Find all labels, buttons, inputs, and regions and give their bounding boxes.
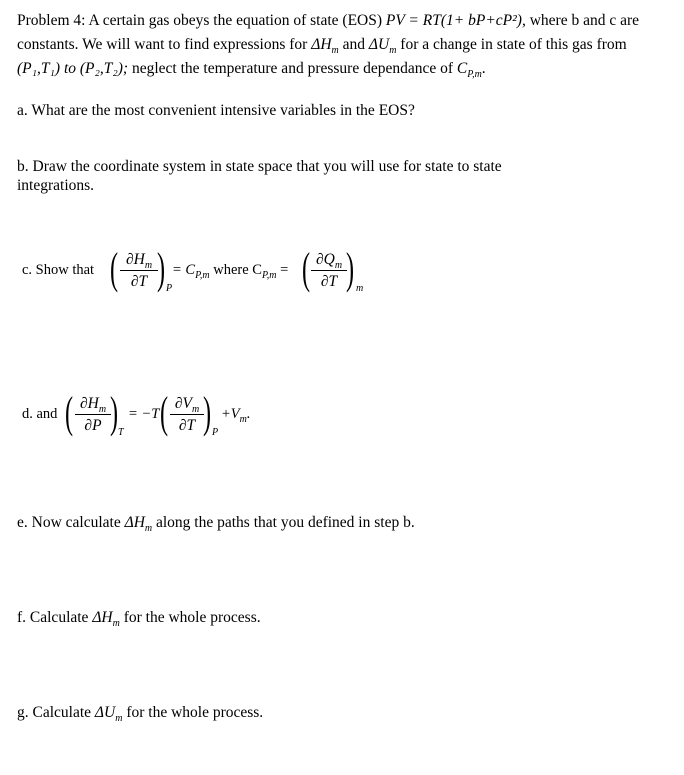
delta-h-symbol: ΔH [311,36,332,53]
neglect-text: neglect the temperature and pressure dependance of [128,60,457,77]
sub-m: m [98,404,107,416]
partial-p: ∂P [84,417,102,434]
paren-open: ( [160,388,169,437]
paren-close: ) [346,244,355,293]
part-g-text-b: for the whole process. [122,704,264,721]
part-g-text-a: g. Calculate [17,704,95,721]
sub-p: P [212,427,219,438]
part-d-plus: $+V_m$. [221,406,251,425]
part-e: e. Now calculate $\Delta H_m$ along the paths that you defined in step b. [17,514,415,535]
paren-open: ( [65,388,74,437]
sub-m: m [144,260,153,272]
paren-open: ( [110,244,119,293]
part-b-line-2: integrations. [17,177,95,194]
states-text: (P₁,T₁) to (P₂,T₂); [17,60,129,77]
paren-close: ) [157,244,166,293]
delta-u-symbol: ΔU [368,36,390,53]
part-f-text-b: for the whole process. [119,609,261,626]
part-e-text-b: along the paths that you defined in step b. [152,514,415,531]
part-a: a. What are the most convenient intensive variables in the EOS? [17,102,415,119]
delta-h-symbol: ΔH [92,609,113,626]
problem-line-1 [17,11,639,31]
delta-u-symbol: ΔU [94,704,116,721]
partial-v: ∂V [174,395,192,412]
paren-close: ) [203,388,212,437]
part-d-eq: = −T [128,406,160,422]
problem-expressions: constants. We will want to find expressions for [17,36,312,53]
fraction-dH-dP [75,394,111,435]
sub-m: m [389,45,397,57]
fraction-dV-dT [170,394,204,435]
part-d-prefix: d. and [22,406,58,422]
partial-t: ∂T [178,417,196,434]
problem-line-2 [17,35,627,55]
part-f-text-a: f. Calculate [17,609,93,626]
paren-open: ( [302,244,311,293]
part-c-prefix: c. Show that [22,262,95,278]
fraction-dQ-dT [311,250,347,291]
part-b-line-1: b. Draw the coordinate system in state space that you will use for state to state [17,158,502,175]
problem-intro: Problem 4: A certain gas obeys the equation of state (EOS) [17,12,386,29]
sub-pm: P,m [467,69,482,81]
partial-h: ∂H [79,395,99,412]
partial-t: ∂T [320,273,338,290]
sub-m: m [334,260,343,272]
problem-line-3: (P₁,T₁) to (P₂,T₂); neglect the temperature and pressure dependance of $C_{P,m}$. [17,60,486,81]
cpm-symbol: C [456,60,468,77]
part-e-text-a: e. Now calculate [17,514,125,531]
sub-p: P [166,283,173,294]
sub-m: m [191,404,200,416]
sub-m: m [356,283,364,294]
sub-m: m [331,45,339,57]
partial-t: ∂T [130,273,148,290]
partial-h: ∂H [125,251,145,268]
part-c-mid: = $C_{P,m}$ where $C_{P,m}$ = [172,262,289,281]
part-g: g. Calculate $\Delta U_m$ for the whole process. [17,704,264,725]
fraction-dH-dT [120,250,158,291]
and-text: and [338,36,369,53]
problem-constants: where b and c are [525,12,639,29]
paren-close: ) [110,388,119,437]
change-state-text: for a change in state of this gas from [396,36,627,53]
delta-h-symbol: ΔH [124,514,145,531]
eos-equation: PV = RT(1+ bP+cP²), [385,12,526,29]
part-f: f. Calculate $\Delta H_m$ for the whole process. [17,609,261,630]
sub-t: T [118,427,124,438]
partial-q: ∂Q [315,251,335,268]
